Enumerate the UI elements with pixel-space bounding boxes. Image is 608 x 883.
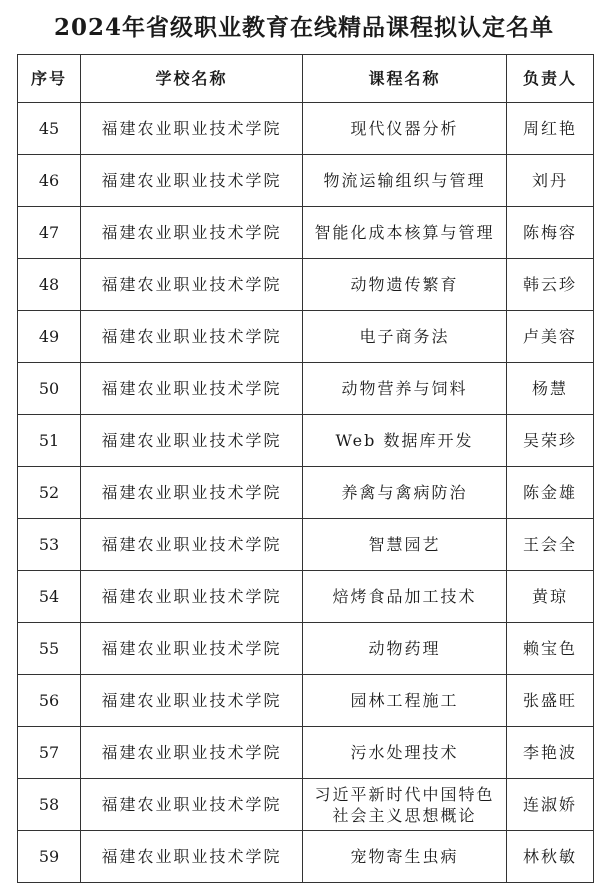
- table-body: [18, 103, 594, 883]
- leader-name-cell: 韩云珍: [507, 259, 594, 311]
- school-name-cell: 福建农业职业技术学院: [81, 727, 303, 779]
- course-name-cell: 焙烤食品加工技术: [303, 571, 507, 623]
- leader-name-cell: 刘丹: [507, 155, 594, 207]
- course-name-cell: 宠物寄生虫病: [303, 831, 507, 883]
- row-number: 46: [18, 155, 81, 207]
- row-number: 47: [18, 207, 81, 259]
- leader-name-cell: 李艳波: [507, 727, 594, 779]
- course-name-cell: 动物营养与饲料: [303, 363, 507, 415]
- table-header-row: [18, 55, 594, 103]
- school-name-cell: 福建农业职业技术学院: [81, 571, 303, 623]
- leader-name-cell: 王会全: [507, 519, 594, 571]
- row-number: 58: [18, 779, 81, 831]
- table-row: [18, 415, 594, 467]
- course-name-cell: 智慧园艺: [303, 519, 507, 571]
- table-row: [18, 727, 594, 779]
- leader-name-cell: 陈梅容: [507, 207, 594, 259]
- course-name-cell: 动物药理: [303, 623, 507, 675]
- row-number: 56: [18, 675, 81, 727]
- header-course: 课程名称: [303, 55, 507, 103]
- row-number: 57: [18, 727, 81, 779]
- table-row: [18, 571, 594, 623]
- course-name-cell: 习近平新时代中国特色社会主义思想概论: [303, 779, 507, 831]
- table-row: [18, 467, 594, 519]
- table-row: [18, 311, 594, 363]
- row-number: 52: [18, 467, 81, 519]
- course-name-cell: 动物遗传繁育: [303, 259, 507, 311]
- leader-name-cell: 赖宝色: [507, 623, 594, 675]
- header-leader: 负责人: [507, 55, 594, 103]
- leader-name-cell: 连淑娇: [507, 779, 594, 831]
- table-row: [18, 259, 594, 311]
- course-name-cell: 物流运输组织与管理: [303, 155, 507, 207]
- school-name-cell: 福建农业职业技术学院: [81, 311, 303, 363]
- school-name-cell: 福建农业职业技术学院: [81, 103, 303, 155]
- table-row: [18, 623, 594, 675]
- leader-name-cell: 陈金雄: [507, 467, 594, 519]
- school-name-cell: 福建农业职业技术学院: [81, 779, 303, 831]
- table-row: [18, 207, 594, 259]
- table-row: [18, 155, 594, 207]
- header-no: 序号: [18, 55, 81, 103]
- course-name-cell: 污水处理技术: [303, 727, 507, 779]
- school-name-cell: 福建农业职业技术学院: [81, 831, 303, 883]
- course-name-cell: Web 数据库开发: [303, 415, 507, 467]
- row-number: 53: [18, 519, 81, 571]
- leader-name-cell: 林秋敏: [507, 831, 594, 883]
- course-list-table: [17, 54, 594, 883]
- row-number: 45: [18, 103, 81, 155]
- table-row: [18, 103, 594, 155]
- school-name-cell: 福建农业职业技术学院: [81, 415, 303, 467]
- leader-name-cell: 周红艳: [507, 103, 594, 155]
- table-row: [18, 779, 594, 831]
- row-number: 55: [18, 623, 81, 675]
- row-number: 50: [18, 363, 81, 415]
- table-row: [18, 675, 594, 727]
- leader-name-cell: 张盛旺: [507, 675, 594, 727]
- table-row: [18, 831, 594, 883]
- table-row: [18, 519, 594, 571]
- course-name-cell: 现代仪器分析: [303, 103, 507, 155]
- row-number: 51: [18, 415, 81, 467]
- school-name-cell: 福建农业职业技术学院: [81, 363, 303, 415]
- school-name-cell: 福建农业职业技术学院: [81, 467, 303, 519]
- course-name-cell: 智能化成本核算与管理: [303, 207, 507, 259]
- page-title: 2024年省级职业教育在线精品课程拟认定名单: [53, 14, 554, 41]
- row-number: 48: [18, 259, 81, 311]
- course-name-cell: 养禽与禽病防治: [303, 467, 507, 519]
- header-school: 学校名称: [81, 55, 303, 103]
- school-name-cell: 福建农业职业技术学院: [81, 259, 303, 311]
- school-name-cell: 福建农业职业技术学院: [81, 623, 303, 675]
- leader-name-cell: 吴荣珍: [507, 415, 594, 467]
- school-name-cell: 福建农业职业技术学院: [81, 155, 303, 207]
- course-name-cell: 园林工程施工: [303, 675, 507, 727]
- leader-name-cell: 卢美容: [507, 311, 594, 363]
- school-name-cell: 福建农业职业技术学院: [81, 207, 303, 259]
- school-name-cell: 福建农业职业技术学院: [81, 675, 303, 727]
- row-number: 49: [18, 311, 81, 363]
- row-number: 54: [18, 571, 81, 623]
- table-row: [18, 363, 594, 415]
- leader-name-cell: 黄琼: [507, 571, 594, 623]
- school-name-cell: 福建农业职业技术学院: [81, 519, 303, 571]
- leader-name-cell: 杨慧: [507, 363, 594, 415]
- row-number: 59: [18, 831, 81, 883]
- course-name-cell: 电子商务法: [303, 311, 507, 363]
